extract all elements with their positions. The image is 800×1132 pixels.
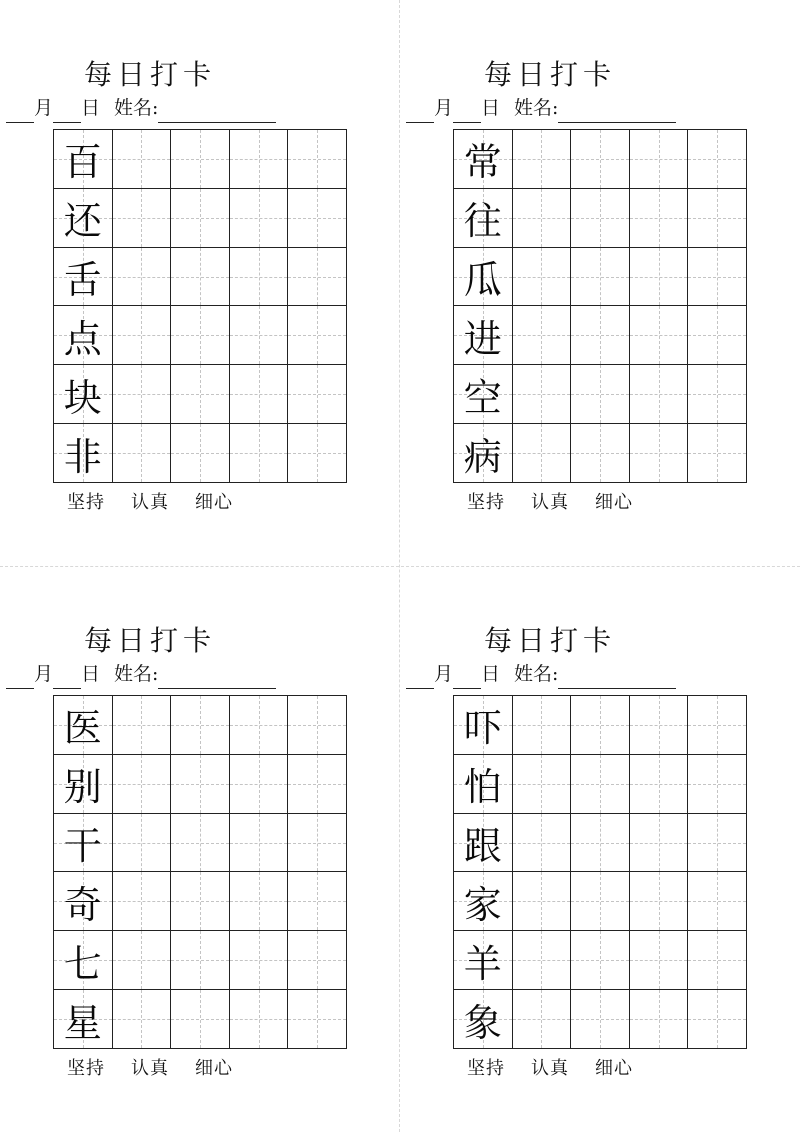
practice-cell[interactable] xyxy=(688,696,747,755)
model-character: 空 xyxy=(463,375,502,420)
practice-cell[interactable] xyxy=(688,365,747,424)
motto-word: 认真 xyxy=(531,1058,569,1079)
practice-cell[interactable] xyxy=(513,189,572,248)
practice-cell[interactable] xyxy=(288,365,347,424)
model-character: 吓 xyxy=(463,706,502,751)
practice-cell[interactable] xyxy=(688,189,747,248)
practice-cell[interactable] xyxy=(171,424,230,483)
name-label: 姓名: xyxy=(514,663,559,685)
model-character: 奇 xyxy=(63,882,102,927)
practice-cell[interactable] xyxy=(513,814,572,873)
model-character-cell xyxy=(454,306,513,365)
practice-cell[interactable] xyxy=(513,990,572,1049)
card-title: 每日打卡 xyxy=(83,624,216,657)
practice-cell[interactable] xyxy=(113,931,172,990)
day-blank[interactable] xyxy=(453,666,481,689)
name-label: 姓名: xyxy=(114,663,159,685)
motto-word: 细心 xyxy=(595,1058,633,1079)
practice-cell[interactable] xyxy=(571,931,630,990)
model-character-cell xyxy=(454,365,513,424)
motto xyxy=(0,490,300,516)
month-label: 月 xyxy=(34,663,54,685)
model-character: 跟 xyxy=(463,824,502,869)
model-character: 家 xyxy=(463,882,502,927)
model-character: 非 xyxy=(63,434,102,479)
practice-card xyxy=(400,0,700,540)
model-character: 块 xyxy=(63,375,102,420)
model-character: 点 xyxy=(63,316,102,361)
motto-word: 细心 xyxy=(195,1058,233,1079)
practice-cell[interactable] xyxy=(171,872,230,931)
date-name-line xyxy=(406,659,700,689)
practice-cell[interactable] xyxy=(113,755,172,814)
motto-word: 认真 xyxy=(131,1058,169,1079)
practice-cell[interactable] xyxy=(113,130,172,189)
practice-cell[interactable] xyxy=(513,755,572,814)
motto-word: 认真 xyxy=(531,492,569,513)
model-character-cell xyxy=(454,755,513,814)
date-name-line xyxy=(6,659,300,689)
day-label: 日 xyxy=(481,663,501,685)
practice-cell[interactable] xyxy=(630,814,689,873)
practice-cell[interactable] xyxy=(113,306,172,365)
practice-card xyxy=(0,566,300,1106)
date-name-line xyxy=(406,93,700,123)
model-character: 羊 xyxy=(463,941,502,986)
practice-cell[interactable] xyxy=(113,872,172,931)
month-label: 月 xyxy=(34,97,54,119)
practice-cell[interactable] xyxy=(288,872,347,931)
practice-card xyxy=(0,0,300,540)
practice-cell[interactable] xyxy=(630,189,689,248)
practice-cell[interactable] xyxy=(171,931,230,990)
practice-cell[interactable] xyxy=(230,872,289,931)
practice-cell[interactable] xyxy=(171,696,230,755)
model-character-cell xyxy=(54,755,113,814)
practice-cell[interactable] xyxy=(513,130,572,189)
name-blank[interactable] xyxy=(558,666,676,689)
practice-cell[interactable] xyxy=(571,306,630,365)
model-character-cell xyxy=(54,365,113,424)
practice-cell[interactable] xyxy=(688,872,747,931)
practice-cell[interactable] xyxy=(113,696,172,755)
writing-grid xyxy=(53,695,347,1049)
practice-cell[interactable] xyxy=(688,424,747,483)
practice-cell[interactable] xyxy=(630,872,689,931)
model-character: 还 xyxy=(63,199,102,244)
practice-cell[interactable] xyxy=(288,189,347,248)
practice-cell[interactable] xyxy=(288,990,347,1049)
practice-cell[interactable] xyxy=(688,931,747,990)
name-label: 姓名: xyxy=(514,97,559,119)
practice-cell[interactable] xyxy=(630,306,689,365)
model-character: 干 xyxy=(63,824,102,869)
practice-cell[interactable] xyxy=(230,306,289,365)
practice-cell[interactable] xyxy=(571,424,630,483)
motto-word: 细心 xyxy=(595,492,633,513)
motto-word: 坚持 xyxy=(467,492,505,513)
model-character: 瓜 xyxy=(463,258,502,303)
model-character-cell xyxy=(54,990,113,1049)
practice-cell[interactable] xyxy=(171,814,230,873)
practice-cell[interactable] xyxy=(571,696,630,755)
practice-cell[interactable] xyxy=(113,248,172,307)
writing-grid xyxy=(53,129,347,483)
motto-word: 坚持 xyxy=(67,492,105,513)
practice-cell[interactable] xyxy=(113,365,172,424)
practice-cell[interactable] xyxy=(513,424,572,483)
practice-cell[interactable] xyxy=(513,248,572,307)
practice-cell[interactable] xyxy=(113,189,172,248)
name-blank[interactable] xyxy=(558,100,676,123)
model-character-cell xyxy=(454,990,513,1049)
practice-cell[interactable] xyxy=(513,931,572,990)
model-character-cell xyxy=(54,189,113,248)
practice-cell[interactable] xyxy=(630,130,689,189)
practice-cell[interactable] xyxy=(171,306,230,365)
practice-cell[interactable] xyxy=(571,248,630,307)
model-character: 医 xyxy=(63,706,102,751)
model-character: 怕 xyxy=(463,765,502,810)
practice-cell[interactable] xyxy=(288,931,347,990)
month-blank[interactable] xyxy=(406,100,434,123)
motto-word: 坚持 xyxy=(67,1058,105,1079)
writing-grid xyxy=(453,129,747,483)
practice-cell[interactable] xyxy=(230,755,289,814)
practice-cell[interactable] xyxy=(171,990,230,1049)
model-character-cell xyxy=(454,189,513,248)
motto-word: 细心 xyxy=(195,492,233,513)
practice-cell[interactable] xyxy=(571,189,630,248)
practice-cell[interactable] xyxy=(513,696,572,755)
model-character: 象 xyxy=(463,1000,502,1045)
practice-cell[interactable] xyxy=(630,755,689,814)
practice-cell[interactable] xyxy=(688,248,747,307)
practice-cell[interactable] xyxy=(171,130,230,189)
date-name-line xyxy=(6,93,300,123)
model-character: 七 xyxy=(63,941,102,986)
practice-cell[interactable] xyxy=(171,248,230,307)
practice-cell[interactable] xyxy=(688,990,747,1049)
practice-cell[interactable] xyxy=(171,755,230,814)
model-character: 舌 xyxy=(63,258,102,303)
model-character-cell xyxy=(54,130,113,189)
practice-cell[interactable] xyxy=(571,814,630,873)
model-character: 别 xyxy=(63,765,102,810)
practice-cell[interactable] xyxy=(288,306,347,365)
practice-cell[interactable] xyxy=(688,130,747,189)
card-title: 每日打卡 xyxy=(83,58,216,91)
model-character: 常 xyxy=(463,140,502,185)
motto xyxy=(0,1056,300,1082)
day-label: 日 xyxy=(481,97,501,119)
practice-cell[interactable] xyxy=(630,990,689,1049)
practice-cell[interactable] xyxy=(113,990,172,1049)
model-character: 百 xyxy=(63,140,102,185)
practice-cell[interactable] xyxy=(288,248,347,307)
motto-word: 坚持 xyxy=(467,1058,505,1079)
practice-cell[interactable] xyxy=(288,696,347,755)
practice-cell[interactable] xyxy=(513,872,572,931)
day-label: 日 xyxy=(81,97,101,119)
motto xyxy=(400,490,700,516)
practice-cell[interactable] xyxy=(630,248,689,307)
month-label: 月 xyxy=(434,97,454,119)
model-character-cell xyxy=(454,130,513,189)
practice-cell[interactable] xyxy=(230,814,289,873)
practice-cell[interactable] xyxy=(230,424,289,483)
name-label: 姓名: xyxy=(114,97,159,119)
month-label: 月 xyxy=(434,663,454,685)
model-character-cell xyxy=(54,814,113,873)
month-blank[interactable] xyxy=(6,100,34,123)
name-blank[interactable] xyxy=(158,666,276,689)
practice-cell[interactable] xyxy=(113,814,172,873)
model-character-cell xyxy=(454,248,513,307)
model-character-cell xyxy=(454,696,513,755)
practice-cell[interactable] xyxy=(513,365,572,424)
model-character-cell xyxy=(454,931,513,990)
practice-cell[interactable] xyxy=(571,872,630,931)
practice-cell[interactable] xyxy=(230,189,289,248)
practice-cell[interactable] xyxy=(630,424,689,483)
practice-cell[interactable] xyxy=(230,990,289,1049)
model-character-cell xyxy=(454,872,513,931)
practice-cell[interactable] xyxy=(571,755,630,814)
practice-cell[interactable] xyxy=(288,424,347,483)
practice-cell[interactable] xyxy=(630,365,689,424)
model-character-cell xyxy=(54,306,113,365)
model-character: 往 xyxy=(463,199,502,244)
motto-word: 认真 xyxy=(131,492,169,513)
card-title: 每日打卡 xyxy=(483,624,616,657)
practice-cell[interactable] xyxy=(571,365,630,424)
practice-cell[interactable] xyxy=(513,306,572,365)
day-label: 日 xyxy=(81,663,101,685)
model-character-cell xyxy=(54,872,113,931)
practice-cell[interactable] xyxy=(288,755,347,814)
day-blank[interactable] xyxy=(53,100,81,123)
practice-cell[interactable] xyxy=(171,189,230,248)
practice-cell[interactable] xyxy=(230,696,289,755)
writing-grid xyxy=(453,695,747,1049)
month-blank[interactable] xyxy=(6,666,34,689)
model-character-cell xyxy=(454,814,513,873)
practice-cell[interactable] xyxy=(571,130,630,189)
practice-cell[interactable] xyxy=(230,130,289,189)
practice-cell[interactable] xyxy=(171,365,230,424)
practice-cell[interactable] xyxy=(630,931,689,990)
model-character: 病 xyxy=(463,434,502,479)
practice-cell[interactable] xyxy=(230,365,289,424)
name-blank[interactable] xyxy=(158,100,276,123)
practice-cell[interactable] xyxy=(571,990,630,1049)
practice-cell[interactable] xyxy=(688,755,747,814)
model-character-cell xyxy=(54,248,113,307)
practice-cell[interactable] xyxy=(230,931,289,990)
practice-cell[interactable] xyxy=(688,306,747,365)
model-character-cell xyxy=(54,696,113,755)
month-blank[interactable] xyxy=(406,666,434,689)
practice-cell[interactable] xyxy=(288,814,347,873)
day-blank[interactable] xyxy=(453,100,481,123)
model-character-cell xyxy=(454,424,513,483)
practice-cell[interactable] xyxy=(113,424,172,483)
model-character: 进 xyxy=(463,316,502,361)
day-blank[interactable] xyxy=(53,666,81,689)
model-character-cell xyxy=(54,424,113,483)
model-character: 星 xyxy=(63,1000,102,1045)
practice-cell[interactable] xyxy=(288,130,347,189)
model-character-cell xyxy=(54,931,113,990)
card-title: 每日打卡 xyxy=(483,58,616,91)
practice-cell[interactable] xyxy=(688,814,747,873)
practice-card xyxy=(400,566,700,1106)
motto xyxy=(400,1056,700,1082)
practice-cell[interactable] xyxy=(630,696,689,755)
practice-cell[interactable] xyxy=(230,248,289,307)
